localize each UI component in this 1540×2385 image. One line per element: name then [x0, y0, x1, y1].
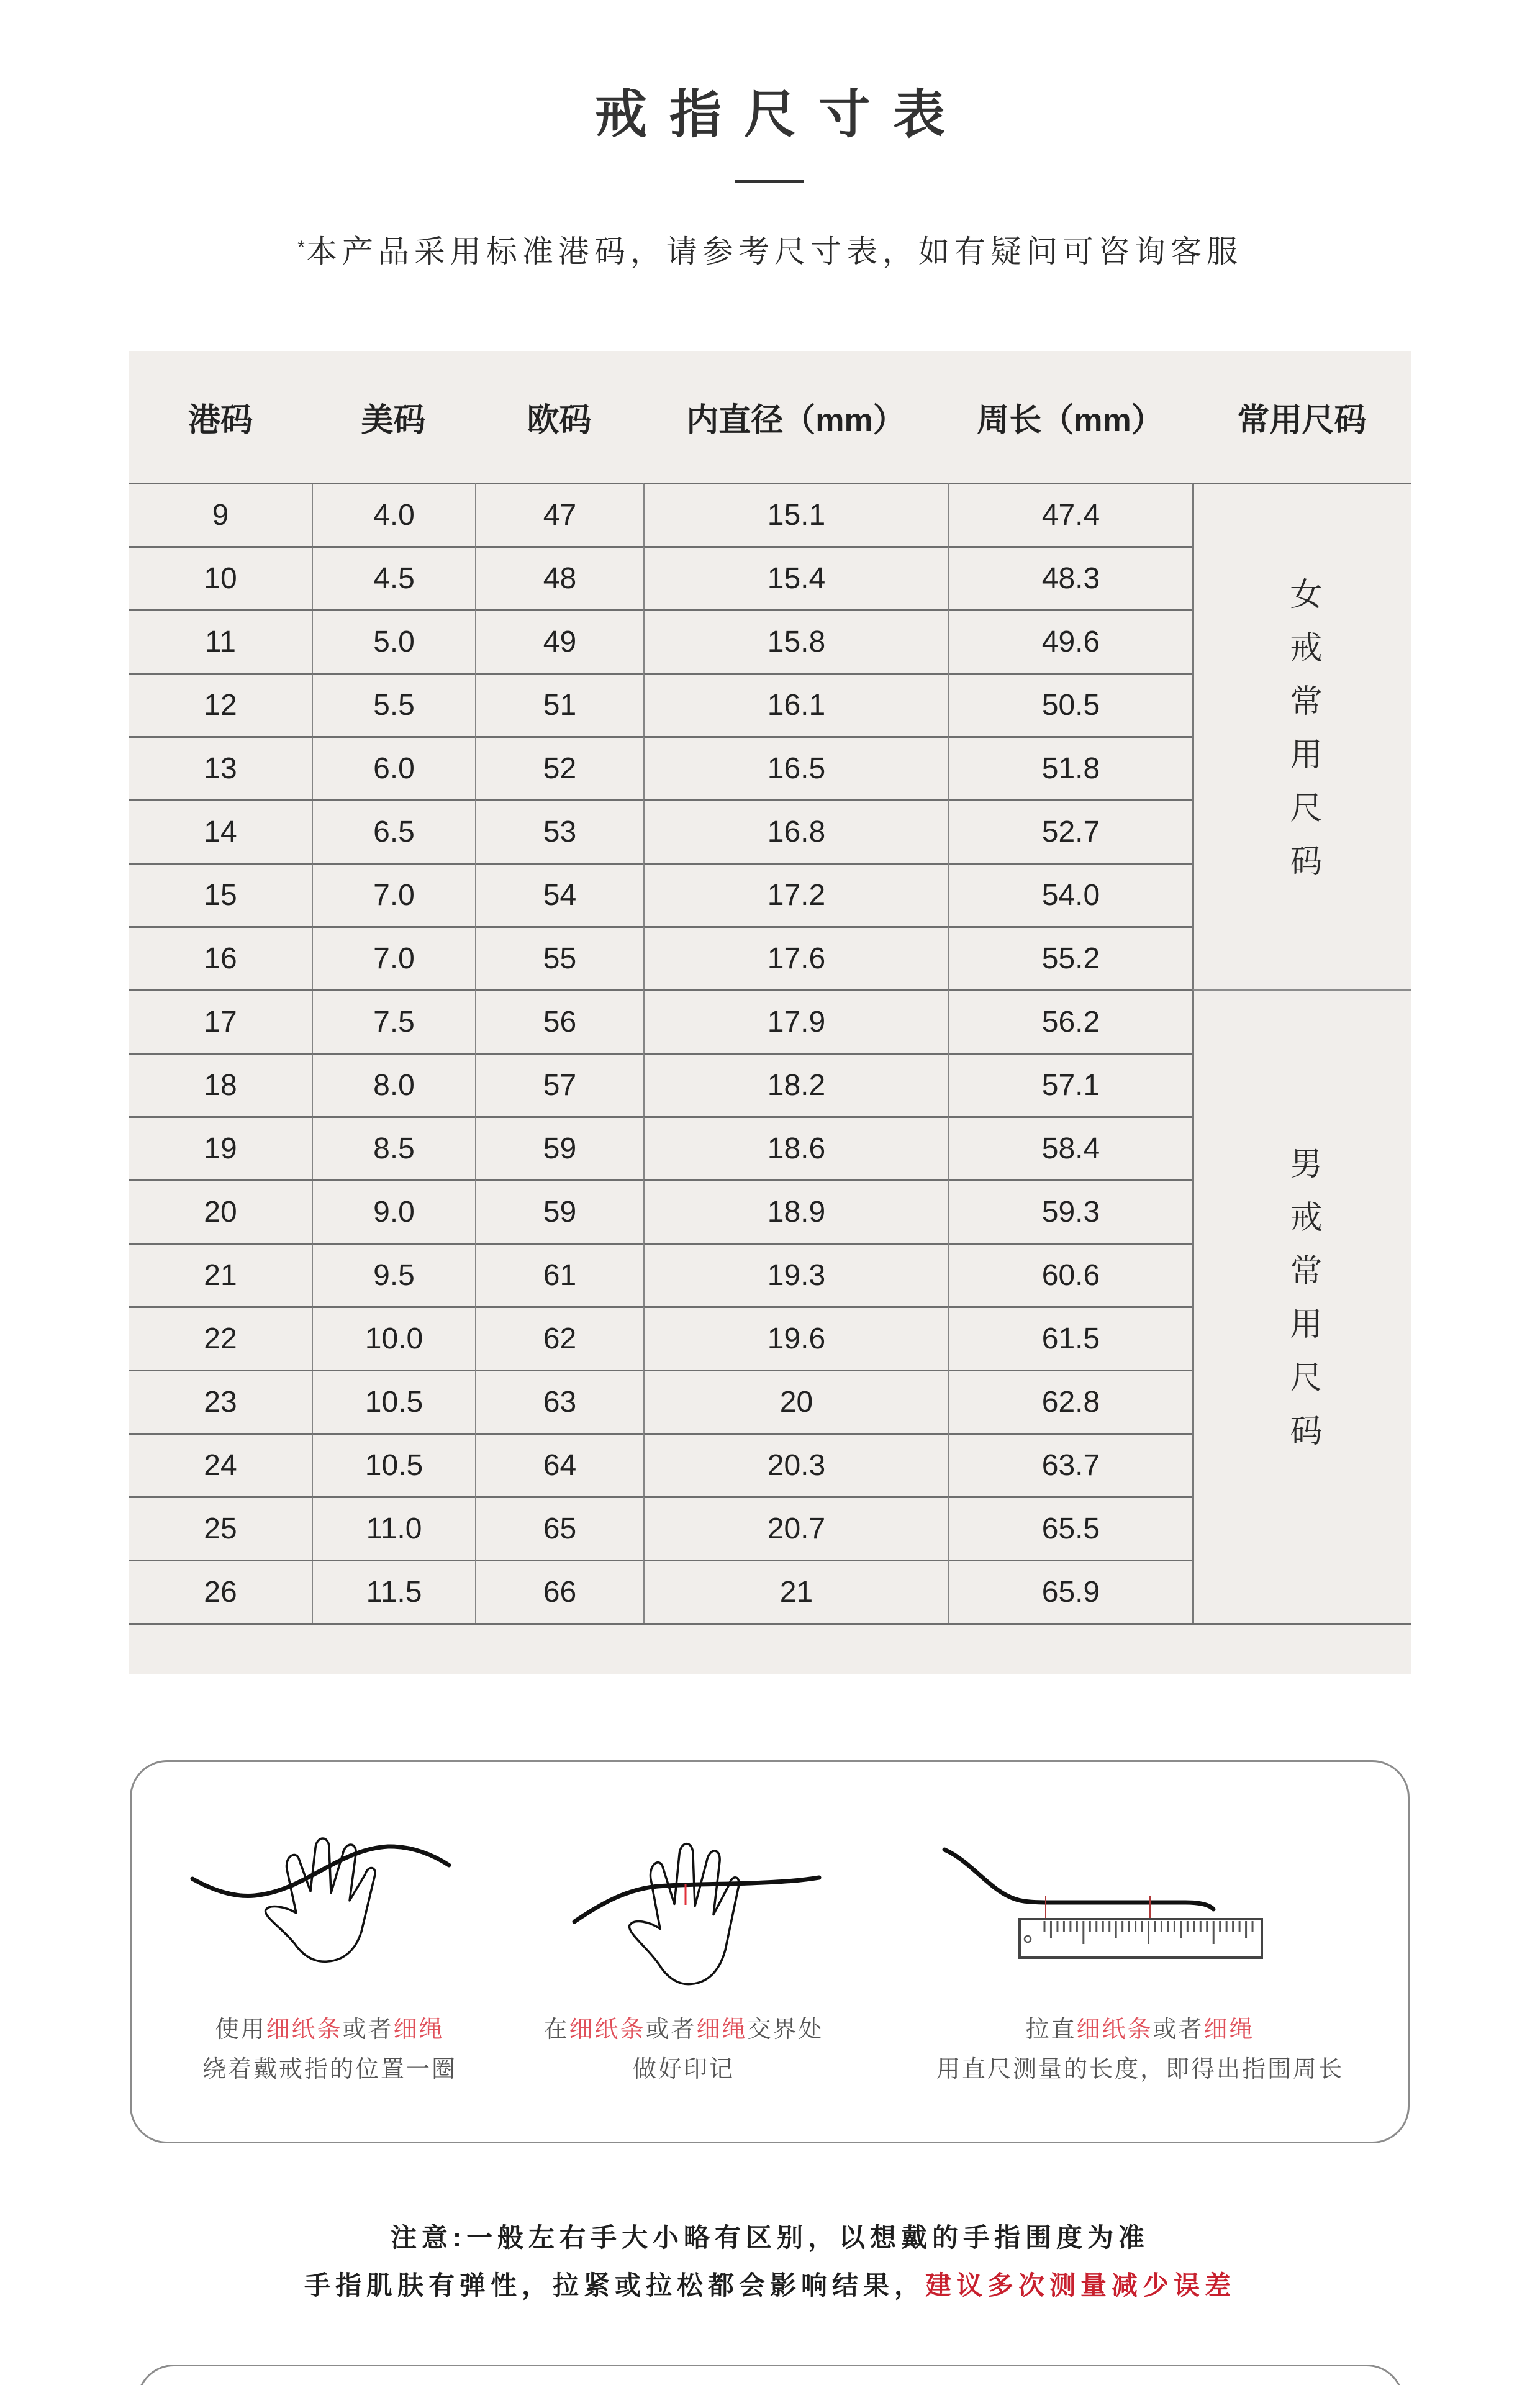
table-cell: 18.2 — [643, 1053, 948, 1116]
title-divider — [735, 180, 804, 183]
table-cell: 20.7 — [643, 1496, 948, 1560]
string-line — [192, 1847, 449, 1896]
column-header: 常用尺码 — [1237, 402, 1367, 438]
column-header: 欧码 — [527, 402, 592, 438]
size-group-label: 女戒常用尺码 — [1285, 576, 1321, 897]
table-cell: 60.6 — [948, 1243, 1192, 1306]
page-title: 戒指尺寸表 — [594, 85, 967, 143]
next-section-card — [137, 2365, 1404, 2385]
table-cell: 17.6 — [643, 926, 948, 989]
table-cell: 64 — [475, 1433, 643, 1496]
column-header: 美码 — [361, 402, 426, 438]
table-cell: 10.5 — [312, 1370, 475, 1433]
table-cell: 12 — [129, 673, 312, 736]
table-cell: 58.4 — [948, 1116, 1192, 1179]
table-cell: 47 — [475, 483, 643, 546]
table-cell: 8.0 — [312, 1053, 475, 1116]
table-cell: 6.5 — [312, 799, 475, 863]
caption-line-1 — [497, 2010, 870, 2050]
measure-guide-card — [130, 1760, 1410, 2143]
table-cell: 14 — [129, 799, 312, 863]
table-cell: 62 — [475, 1306, 643, 1370]
table-cell: 7.0 — [312, 863, 475, 926]
table-cell: 18.6 — [643, 1116, 948, 1179]
table-cell: 48.3 — [948, 546, 1192, 609]
table-cell: 19.3 — [643, 1243, 948, 1306]
table-cell: 21 — [129, 1243, 312, 1306]
table-cell: 63 — [475, 1370, 643, 1433]
table-cell: 10.5 — [312, 1433, 475, 1496]
table-cell: 8.5 — [312, 1116, 475, 1179]
note-line-2 — [0, 2267, 1540, 2304]
table-cell: 54 — [475, 863, 643, 926]
hand-mark-string-icon — [574, 1844, 819, 1984]
table-cell: 49 — [475, 609, 643, 673]
table-footer-band — [129, 1623, 1411, 1674]
table-cell: 16.5 — [643, 736, 948, 799]
hand-outline-icon — [265, 1838, 375, 1961]
table-cell: 17 — [129, 989, 312, 1053]
table-cell: 17.2 — [643, 863, 948, 926]
table-cell: 56.2 — [948, 989, 1192, 1053]
size-group-label: 男戒常用尺码 — [1285, 1147, 1321, 1467]
table-cell: 21 — [643, 1560, 948, 1623]
table-cell: 65.5 — [948, 1496, 1192, 1560]
table-cell: 9.0 — [312, 1179, 475, 1243]
table-cell: 54.0 — [948, 863, 1192, 926]
step-3-caption — [892, 2010, 1388, 2089]
table-cell: 19 — [129, 1116, 312, 1179]
table-cell: 63.7 — [948, 1433, 1192, 1496]
table-cell: 4.0 — [312, 483, 475, 546]
note-highlight: 建议多次测量减少误差 — [925, 2271, 1236, 2300]
table-cell: 22 — [129, 1306, 312, 1370]
table-cell: 48 — [475, 546, 643, 609]
caption-highlight: 细纸条 — [569, 2017, 646, 2043]
table-cell: 50.5 — [948, 673, 1192, 736]
table-cell: 6.0 — [312, 736, 475, 799]
table-cell: 15 — [129, 863, 312, 926]
size-table — [129, 351, 1411, 1674]
table-cell: 20 — [643, 1370, 948, 1433]
table-cell: 16.1 — [643, 673, 948, 736]
table-cell: 23 — [129, 1370, 312, 1433]
table-cell: 65.9 — [948, 1560, 1192, 1623]
step-2-caption — [497, 2010, 870, 2089]
table-cell: 15.4 — [643, 546, 948, 609]
note-line-1: 注意:一般左右手大小略有区别，以想戴的手指围度为准 — [391, 2223, 1149, 2252]
table-cell: 5.0 — [312, 609, 475, 673]
table-cell: 59 — [475, 1116, 643, 1179]
column-header: 内直径（mm） — [686, 402, 905, 438]
table-cell: 13 — [129, 736, 312, 799]
table-cell: 62.8 — [948, 1370, 1192, 1433]
table-cell: 24 — [129, 1433, 312, 1496]
table-cell: 20 — [129, 1179, 312, 1243]
caption-line-1 — [143, 2010, 516, 2050]
hand-wrap-string-icon — [192, 1838, 449, 1961]
table-cell: 10 — [129, 546, 312, 609]
asterisk-marker: * — [297, 237, 306, 258]
page-subtitle — [0, 233, 1540, 275]
caption-text: 或者 — [342, 2017, 394, 2043]
caption-highlight: 细绳 — [1203, 2017, 1255, 2043]
caption-highlight: 细纸条 — [1076, 2017, 1153, 2043]
table-cell: 15.8 — [643, 609, 948, 673]
caption-text: 交界处 — [747, 2017, 824, 2043]
caption-line-2: 用直尺测量的长度，即得出指围周长 — [936, 2056, 1344, 2083]
table-cell: 59.3 — [948, 1179, 1192, 1243]
table-cell: 57.1 — [948, 1053, 1192, 1116]
table-cell: 65 — [475, 1496, 643, 1560]
table-cell: 17.9 — [643, 989, 948, 1053]
table-cell: 55 — [475, 926, 643, 989]
subtitle-text: 本产品采用标准港码，请参考尺寸表，如有疑问可咨询客服 — [306, 234, 1243, 269]
table-cell: 9.5 — [312, 1243, 475, 1306]
table-cell: 10.0 — [312, 1306, 475, 1370]
table-cell: 55.2 — [948, 926, 1192, 989]
ruler-icon — [1020, 1919, 1262, 1958]
table-cell: 61.5 — [948, 1306, 1192, 1370]
step-1-caption — [143, 2010, 516, 2089]
table-cell: 11 — [129, 609, 312, 673]
table-cell: 61 — [475, 1243, 643, 1306]
table-cell: 16 — [129, 926, 312, 989]
hand-outline-icon — [629, 1844, 739, 1984]
straightened-string — [944, 1850, 1213, 1909]
table-cell: 51 — [475, 673, 643, 736]
table-cell: 57 — [475, 1053, 643, 1116]
table-cell: 52.7 — [948, 799, 1192, 863]
table-cell: 25 — [129, 1496, 312, 1560]
caption-line-2: 绕着戴戒指的位置一圈 — [202, 2056, 457, 2083]
table-cell: 16.8 — [643, 799, 948, 863]
table-cell: 51.8 — [948, 736, 1192, 799]
caption-highlight: 细绳 — [696, 2017, 748, 2043]
table-cell: 15.1 — [643, 483, 948, 546]
table-cell: 5.5 — [312, 673, 475, 736]
caption-highlight: 细绳 — [393, 2017, 445, 2043]
caption-text: 或者 — [645, 2017, 697, 2043]
table-cell: 7.5 — [312, 989, 475, 1053]
table-cell: 20.3 — [643, 1433, 948, 1496]
size-group-cell — [1192, 483, 1411, 989]
table-cell: 56 — [475, 989, 643, 1053]
table-cell: 4.5 — [312, 546, 475, 609]
table-cell: 52 — [475, 736, 643, 799]
caption-line-1 — [892, 2010, 1388, 2050]
table-cell: 11.5 — [312, 1560, 475, 1623]
table-cell: 26 — [129, 1560, 312, 1623]
table-cell: 9 — [129, 483, 312, 546]
table-cell: 49.6 — [948, 609, 1192, 673]
caption-text: 在 — [543, 2017, 569, 2043]
table-cell: 18 — [129, 1053, 312, 1116]
note-text: 手指肌肤有弹性，拉紧或拉松都会影响结果， — [304, 2271, 925, 2300]
column-header: 周长（mm） — [977, 402, 1164, 438]
table-cell: 47.4 — [948, 483, 1192, 546]
ruler-measure-icon — [944, 1850, 1262, 1958]
caption-text: 或者 — [1153, 2017, 1204, 2043]
table-cell: 11.0 — [312, 1496, 475, 1560]
size-group-cell — [1192, 989, 1411, 1623]
caption-line-2: 做好印记 — [632, 2056, 735, 2083]
table-cell: 7.0 — [312, 926, 475, 989]
caption-text: 使用 — [215, 2017, 266, 2043]
table-cell: 59 — [475, 1179, 643, 1243]
table-cell: 66 — [475, 1560, 643, 1623]
table-cell: 19.6 — [643, 1306, 948, 1370]
caption-highlight: 细纸条 — [266, 2017, 343, 2043]
table-cell: 18.9 — [643, 1179, 948, 1243]
column-header: 港码 — [188, 402, 253, 438]
table-cell: 53 — [475, 799, 643, 863]
caption-text: 拉直 — [1025, 2017, 1077, 2043]
